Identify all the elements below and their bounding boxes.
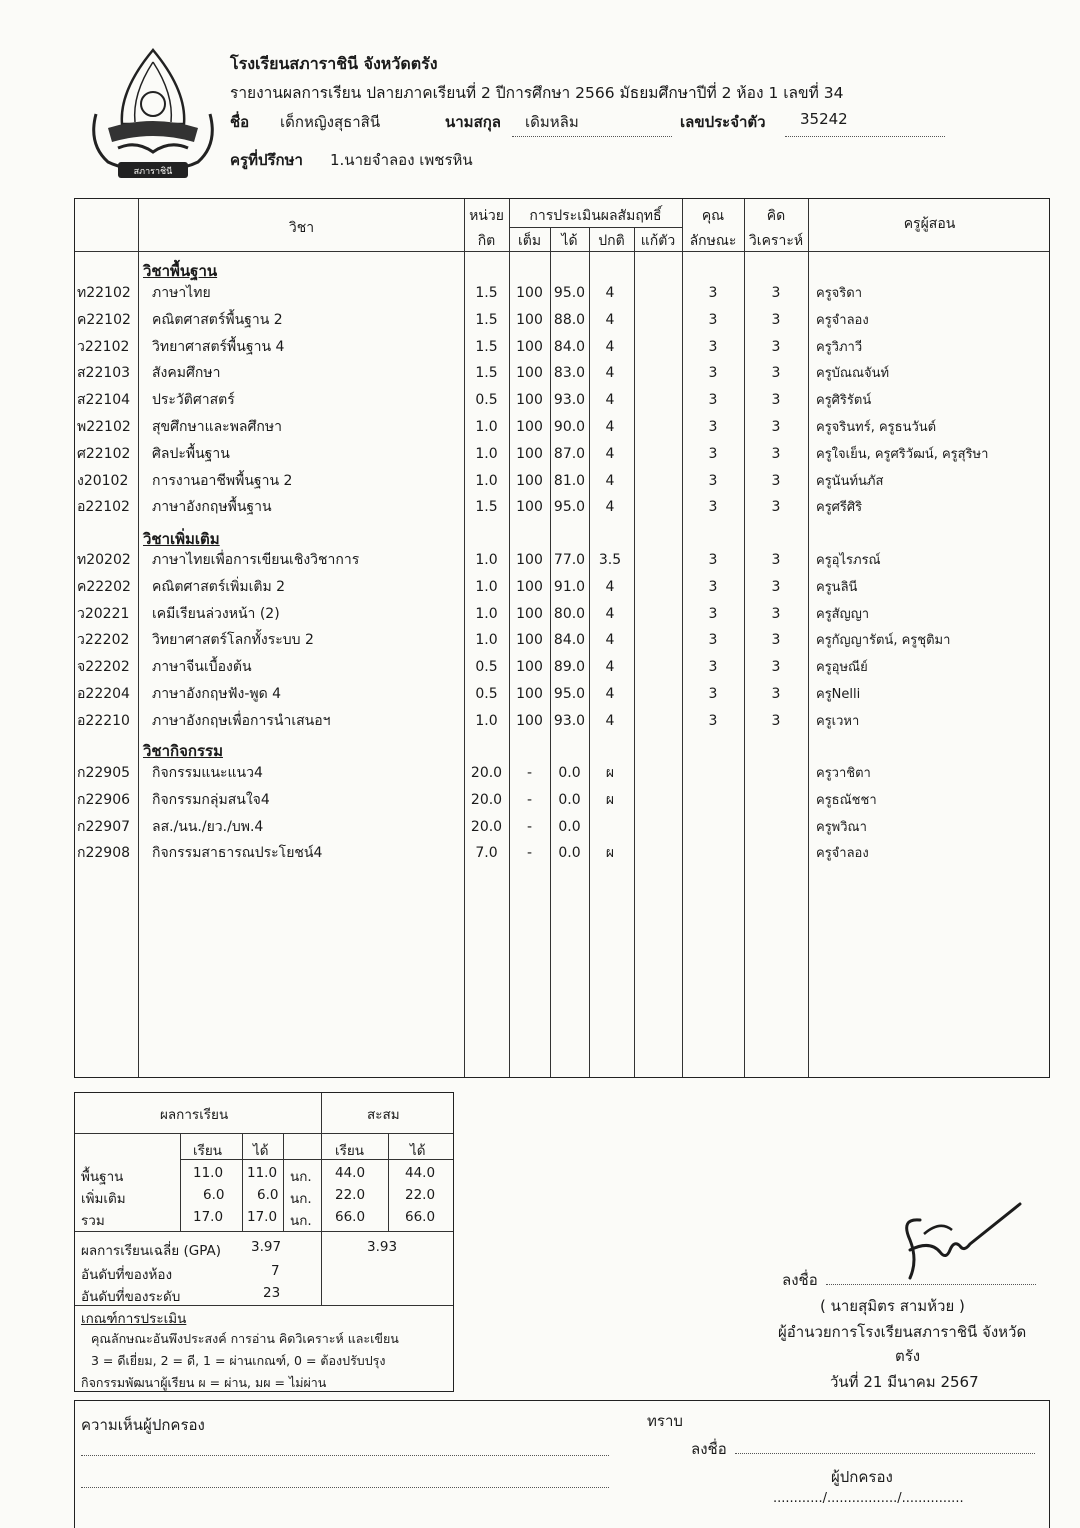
cell-full: 100 <box>516 686 543 702</box>
cell-name: กิจกรรมแนะแนว4 <box>152 765 263 781</box>
cell-virtue: 3 <box>708 445 718 462</box>
cell-credit: 1.0 <box>475 605 498 622</box>
col-got-header: ได้ <box>561 233 578 249</box>
cell-got: 81.0 <box>553 472 586 489</box>
cell-credit: 1.5 <box>475 311 498 328</box>
student-surname: เดิมหลิม <box>525 113 579 131</box>
cell-think: 3 <box>771 392 781 409</box>
cell-got: 88.0 <box>553 311 586 328</box>
summary-box <box>74 1092 454 1392</box>
cell-code: ค22102 <box>77 311 131 328</box>
rank-level-label: อันดับที่ของระดับ <box>81 1289 181 1305</box>
cell-code: ส22104 <box>77 392 131 409</box>
parent-sign-label: ลงชื่อ <box>691 1440 727 1458</box>
cell-fix <box>634 601 682 628</box>
cell-fix <box>634 280 682 307</box>
advisor-name: 1.นายจำลอง เพชรหิน <box>330 151 473 169</box>
cell-credit: 1.0 <box>475 419 498 435</box>
cell-code: อ22102 <box>77 499 130 516</box>
surname-label: นามสกุล <box>445 113 501 131</box>
cell-code: ว22202 <box>77 632 130 649</box>
cell-virtue <box>682 760 744 787</box>
cell-got: 90.0 <box>553 419 586 435</box>
cell-virtue: 3 <box>708 632 718 649</box>
cell-name: ลส./นน./ยว./บพ.4 <box>152 818 264 835</box>
surname-dotted-line <box>512 136 672 137</box>
cum-got-label: ได้ <box>410 1143 426 1159</box>
cell-grade: 4 <box>605 499 615 516</box>
cell-grade: 4 <box>605 686 615 702</box>
cell-grade: ผ <box>605 845 615 862</box>
cell-teacher: ครูบัณณจันท์ <box>816 366 890 382</box>
section-activity: วิชากิจกรรม <box>143 742 223 760</box>
cell-virtue: 3 <box>708 578 718 595</box>
opinion-line-1 <box>81 1455 609 1456</box>
cell-full: 100 <box>516 365 543 382</box>
cell-full: 100 <box>516 605 543 622</box>
cell-name: ภาษาอังกฤษพื้นฐาน <box>152 499 272 516</box>
cell-teacher: ครูวาชิตา <box>816 766 871 781</box>
cell-grade: 4 <box>605 445 615 462</box>
col-virtue-header-top: คุณ <box>701 208 725 224</box>
cell-credit: 20.0 <box>470 765 503 781</box>
cell-credit: 1.0 <box>475 578 498 595</box>
cell-got: 83.0 <box>553 365 586 382</box>
cell-fix <box>634 787 682 814</box>
rank-class: 7 <box>271 1263 280 1279</box>
cell-think: 3 <box>771 659 781 676</box>
cell-got: 95.0 <box>553 499 586 516</box>
cell-grade: 4 <box>605 632 615 649</box>
cell-fix <box>634 307 682 334</box>
cell-grade: 4 <box>605 365 615 382</box>
cell-think: 3 <box>771 338 781 355</box>
additional-label: เพิ่มเติม <box>81 1191 126 1207</box>
summary-line-3 <box>75 1231 453 1232</box>
cell-full: 100 <box>516 712 543 729</box>
cell-full: - <box>526 765 533 781</box>
cell-name: กิจกรรมกลุ่มสนใจ4 <box>152 791 270 808</box>
basic-cum-got: 44.0 <box>405 1165 436 1181</box>
cell-code: พ22102 <box>77 419 131 435</box>
cell-name: กิจกรรมสาธารณประโยชน์4 <box>152 845 323 862</box>
basic-cum-study: 44.0 <box>335 1165 366 1181</box>
director-sign-label: ลงชื่อ <box>782 1271 818 1289</box>
cell-name: คณิตศาสตร์เพิ่มเติม 2 <box>152 578 286 595</box>
cell-think: 3 <box>771 445 781 462</box>
cell-code: ค22202 <box>77 578 131 595</box>
cell-teacher: ครูวิภาวี <box>816 339 863 355</box>
cell-code: ท20202 <box>77 552 131 568</box>
cell-grade: 3.5 <box>598 552 622 568</box>
cell-full: 100 <box>516 552 543 568</box>
cell-grade <box>589 814 631 841</box>
cell-grade: 4 <box>605 285 615 301</box>
got-label: ได้ <box>253 1143 269 1159</box>
director-signature <box>880 1190 1040 1290</box>
section-basic: วิชาพื้นฐาน <box>143 262 218 280</box>
criteria-label: เกณฑ์การประเมิน <box>81 1311 187 1327</box>
cell-virtue: 3 <box>708 712 718 729</box>
cell-got: 84.0 <box>553 632 586 649</box>
cell-virtue: 3 <box>708 311 718 328</box>
cell-name: ภาษาอังกฤษฟัง-พูด 4 <box>152 686 282 702</box>
advisor-label: ครูที่ปรึกษา <box>230 151 303 169</box>
director-title-line-1: ผู้อำนวยการโรงเรียนสภาราชินี จังหวัด <box>778 1323 1027 1341</box>
cell-credit: 1.0 <box>475 445 498 462</box>
additional-study: 6.0 <box>203 1187 225 1203</box>
additional-cum-study: 22.0 <box>335 1187 366 1203</box>
cell-think: 3 <box>771 419 781 435</box>
cell-teacher: ครูจรินทร์, ครูธนวันต์ <box>816 420 937 435</box>
results-label: ผลการเรียน <box>160 1107 229 1123</box>
cell-credit: 1.0 <box>475 632 498 649</box>
cell-fix <box>634 760 682 787</box>
cell-virtue <box>682 814 744 841</box>
cell-teacher: ครูเวหา <box>816 713 860 729</box>
gpa-cumulative: 3.93 <box>367 1239 398 1255</box>
cell-got: 95.0 <box>553 686 586 702</box>
cell-grade: 4 <box>605 472 615 489</box>
cell-code: อ22204 <box>77 686 130 702</box>
col-assessment-header: การประเมินผลสัมฤทธิ์ <box>529 208 662 224</box>
cum-study-label: เรียน <box>335 1143 365 1159</box>
cell-got: 84.0 <box>553 338 586 355</box>
cell-think: 3 <box>771 285 781 301</box>
cell-name: ศิลปะพื้นฐาน <box>152 445 230 462</box>
cell-grade: 4 <box>605 392 615 409</box>
cell-name: ภาษาไทย <box>152 285 211 301</box>
parent-opinion-label: ความเห็นผู้ปกครอง <box>81 1416 205 1434</box>
cell-think: 3 <box>771 605 781 622</box>
acknowledged-label: ทราบ <box>647 1412 683 1430</box>
section-additional: วิชาเพิ่มเติม <box>143 530 220 548</box>
cell-code: ก22908 <box>77 845 131 862</box>
rank-class-label: อันดับที่ของห้อง <box>81 1267 173 1283</box>
cell-full: 100 <box>516 392 543 409</box>
col-think-header-bottom: วิเคราะห์ <box>748 233 804 249</box>
parent-sign-line <box>735 1453 1035 1454</box>
cell-fix <box>634 708 682 735</box>
cell-name: ประวัติศาสตร์ <box>152 392 235 409</box>
cell-think <box>744 814 808 841</box>
cell-got: 0.0 <box>558 765 581 781</box>
summary-divider <box>321 1093 322 1305</box>
cell-code: ว20221 <box>77 605 130 622</box>
additional-got: 6.0 <box>257 1187 279 1203</box>
cell-name: วิทยาศาสตร์พื้นฐาน 4 <box>152 338 285 355</box>
cell-full: 100 <box>516 311 543 328</box>
col-divider-teacher <box>808 199 809 1077</box>
cell-fix <box>634 547 682 574</box>
cell-got: 91.0 <box>553 578 586 595</box>
cell-virtue: 3 <box>708 392 718 409</box>
cell-full: 100 <box>516 578 543 595</box>
cell-teacher: ครูนันท์นภัส <box>816 473 884 489</box>
parent-opinion-box <box>74 1400 1050 1528</box>
cell-virtue: 3 <box>708 365 718 382</box>
name-label: ชื่อ <box>230 113 250 131</box>
logo-lettering: สภาราชินี <box>133 167 173 177</box>
cell-credit: 1.0 <box>475 552 498 568</box>
parent-role: ผู้ปกครอง <box>831 1468 893 1486</box>
cell-fix <box>634 468 682 495</box>
cell-fix <box>634 441 682 468</box>
cell-full: 100 <box>516 632 543 649</box>
cell-grade: 4 <box>605 605 615 622</box>
col-divider-code <box>138 199 139 1077</box>
cell-code: ว22102 <box>77 338 130 355</box>
cell-name: สังคมศึกษา <box>152 365 221 382</box>
student-id-label: เลขประจำตัว <box>680 113 766 131</box>
cumulative-label: สะสม <box>367 1107 400 1123</box>
cell-grade: 4 <box>605 338 615 355</box>
col-teacher-header: ครูผู้สอน <box>903 216 956 232</box>
cell-code: อ22210 <box>77 712 130 729</box>
cell-grade: 4 <box>605 712 615 729</box>
cell-credit: 20.0 <box>470 818 503 835</box>
cell-got: 77.0 <box>553 552 586 568</box>
basic-got: 11.0 <box>247 1165 278 1181</box>
cell-code: ก22906 <box>77 791 131 808</box>
cell-code: ก22907 <box>77 818 131 835</box>
cell-virtue <box>682 840 744 867</box>
student-id: 35242 <box>800 110 848 128</box>
col-subject-header: วิชา <box>288 220 315 236</box>
col-fix-header: แก้ตัว <box>640 233 676 249</box>
cell-think <box>744 787 808 814</box>
cell-name: ภาษาไทยเพื่อการเขียนเชิงวิชาการ <box>152 552 360 568</box>
cell-name: วิทยาศาสตร์โลกทั้งระบบ 2 <box>152 632 314 649</box>
id-dotted-line <box>785 136 945 137</box>
cell-full: - <box>526 818 533 835</box>
rank-level: 23 <box>263 1285 281 1301</box>
cell-virtue: 3 <box>708 552 718 568</box>
cell-got: 93.0 <box>553 392 586 409</box>
total-got: 17.0 <box>247 1209 278 1225</box>
cell-got: 93.0 <box>553 712 586 729</box>
cell-credit: 1.5 <box>475 285 498 301</box>
basic-unit: นก. <box>290 1169 312 1185</box>
cell-fix <box>634 334 682 361</box>
cell-virtue <box>682 787 744 814</box>
summary-col-3 <box>283 1133 284 1231</box>
basic-label: พื้นฐาน <box>81 1169 124 1185</box>
cell-fix <box>634 494 682 521</box>
director-sign-line <box>826 1284 1036 1285</box>
cell-name: คณิตศาสตร์พื้นฐาน 2 <box>152 311 283 328</box>
cell-virtue: 3 <box>708 659 718 676</box>
cell-code: ก22905 <box>77 765 131 781</box>
summary-col-2 <box>242 1133 243 1231</box>
cell-think: 3 <box>771 712 781 729</box>
cell-code: ส22103 <box>77 365 131 382</box>
cell-fix <box>634 627 682 654</box>
cell-think: 3 <box>771 311 781 328</box>
basic-study: 11.0 <box>193 1165 224 1181</box>
cell-think <box>744 760 808 787</box>
cell-grade: 4 <box>605 659 615 676</box>
summary-col-1 <box>180 1133 181 1231</box>
cell-grade: 4 <box>605 419 615 435</box>
cell-credit: 1.0 <box>475 712 498 729</box>
cell-fix <box>634 840 682 867</box>
cell-got: 0.0 <box>558 791 581 808</box>
cell-grade: ผ <box>605 791 615 808</box>
cell-teacher: ครูจำลอง <box>816 312 869 328</box>
cell-name: การงานอาชีพพื้นฐาน 2 <box>152 472 293 489</box>
cell-credit: 0.5 <box>475 659 498 676</box>
cell-credit: 0.5 <box>475 686 498 702</box>
criteria-line-2: 3 = ดีเยี่ยม, 2 = ดี, 1 = ผ่านเกณฑ์, 0 = ต้องปรับปรุง <box>91 1353 386 1368</box>
cell-credit: 1.0 <box>475 472 498 489</box>
study-label: เรียน <box>193 1143 223 1159</box>
cell-teacher: ครูใจเย็น, ครูศริวัฒน์, ครูสุริษา <box>816 446 989 462</box>
cell-full: - <box>526 845 533 862</box>
additional-cum-got: 22.0 <box>405 1187 436 1203</box>
cell-virtue: 3 <box>708 285 718 301</box>
col-virtue-header-bottom: ลักษณะ <box>689 233 737 249</box>
school-emblem-logo <box>78 44 228 184</box>
cell-teacher: ครูNelli <box>816 687 861 702</box>
cell-grade: ผ <box>605 765 615 781</box>
col-full-header: เต็ม <box>517 233 542 249</box>
cell-fix <box>634 814 682 841</box>
additional-unit: นก. <box>290 1191 312 1207</box>
cell-think: 3 <box>771 365 781 382</box>
cell-credit: 0.5 <box>475 392 498 409</box>
cell-full: 100 <box>516 285 543 301</box>
cell-fix <box>634 360 682 387</box>
assessment-underline <box>509 227 682 228</box>
cell-teacher: ครูจริดา <box>816 286 863 301</box>
cell-think <box>744 840 808 867</box>
cell-teacher: ครูศิริรัตน์ <box>816 393 872 409</box>
cell-teacher: ครูนลินี <box>816 579 858 595</box>
total-study: 17.0 <box>193 1209 224 1225</box>
cell-fix <box>634 414 682 441</box>
cell-name: ภาษาอังกฤษเพื่อการนำเสนอฯ <box>152 712 331 729</box>
report-title: รายงานผลการเรียน ปลายภาคเรียนที่ 2 ปีการศึกษา 2566 มัธยมศึกษาปีที่ 2 ห้อง 1 เลขที่ 34 <box>230 84 844 102</box>
cell-full: 100 <box>516 659 543 676</box>
opinion-line-2 <box>81 1487 609 1488</box>
cell-name: เคมีเรียนล่วงหน้า (2) <box>152 605 280 622</box>
summary-line-1 <box>75 1133 453 1134</box>
cell-grade: 4 <box>605 578 615 595</box>
cell-teacher: ครูจำลอง <box>816 846 869 862</box>
director-title-line-2: ตรัง <box>895 1347 921 1365</box>
gpa-value: 3.97 <box>251 1239 282 1255</box>
school-name: โรงเรียนสภาราชินี จังหวัดตรัง <box>230 54 438 73</box>
cell-got: 0.0 <box>558 845 581 862</box>
cell-virtue: 3 <box>708 605 718 622</box>
total-cum-study: 66.0 <box>335 1209 366 1225</box>
grades-table <box>74 198 1050 1078</box>
total-cum-got: 66.0 <box>405 1209 436 1225</box>
cell-code: จ22202 <box>77 659 130 676</box>
cell-grade: 4 <box>605 311 615 328</box>
cell-teacher: ครูธณัชชา <box>816 792 877 808</box>
cell-credit: 1.5 <box>475 499 498 516</box>
report-date: วันที่ 21 มีนาคม 2567 <box>830 1373 979 1391</box>
cell-think: 3 <box>771 686 781 702</box>
cell-code: ง20102 <box>77 472 129 489</box>
cell-fix <box>634 387 682 414</box>
cell-code: ท22102 <box>77 285 131 301</box>
parent-date-blank: ............/................./............... <box>773 1491 964 1506</box>
student-name: เด็กหญิงสุธาสินี <box>280 113 381 131</box>
cell-credit: 20.0 <box>470 791 503 808</box>
cell-teacher: ครูสัญญา <box>816 606 870 622</box>
cell-think: 3 <box>771 578 781 595</box>
cell-full: 100 <box>516 338 543 355</box>
cell-teacher: ครูกัญญารัตน์, ครูชุติมา <box>816 633 951 649</box>
cell-full: - <box>526 791 533 808</box>
cell-think: 3 <box>771 632 781 649</box>
criteria-line-1: คุณลักษณะอันพึงประสงค์ การอ่าน คิดวิเคราะห์ และเขียน <box>91 1331 399 1346</box>
cell-teacher: ครูศรีศิริ <box>816 500 863 516</box>
col-credit-header-bottom: กิต <box>477 233 496 249</box>
cell-full: 100 <box>516 499 543 516</box>
cell-got: 87.0 <box>553 445 586 462</box>
director-name: ( นายสุมิตร สามห้วย ) <box>820 1297 965 1315</box>
cell-think: 3 <box>771 552 781 568</box>
cell-fix <box>634 681 682 708</box>
cell-think: 3 <box>771 472 781 489</box>
cell-teacher: ครูพวิณา <box>816 819 867 835</box>
cell-virtue: 3 <box>708 686 718 702</box>
total-label: รวม <box>81 1213 105 1229</box>
cell-virtue: 3 <box>708 419 718 435</box>
cell-got: 80.0 <box>553 605 586 622</box>
cell-got: 95.0 <box>553 285 586 301</box>
cell-full: 100 <box>516 445 543 462</box>
cell-name: ภาษาจีนเบื้องต้น <box>152 659 252 676</box>
col-think-header-top: คิด <box>766 208 786 224</box>
criteria-line-3: กิจกรรมพัฒนาผู้เรียน ผ = ผ่าน, มผ = ไม่ผ่าน <box>81 1375 327 1390</box>
cell-think: 3 <box>771 499 781 516</box>
gpa-label: ผลการเรียนเฉลี่ย (GPA) <box>81 1243 221 1259</box>
summary-col-4 <box>388 1133 389 1231</box>
cell-credit: 7.0 <box>475 845 498 862</box>
cell-credit: 1.5 <box>475 338 498 355</box>
cell-got: 0.0 <box>558 818 581 835</box>
cell-virtue: 3 <box>708 338 718 355</box>
cell-teacher: ครูอุไรภรณ์ <box>816 553 881 568</box>
cell-credit: 1.5 <box>475 365 498 382</box>
cell-full: 100 <box>516 419 543 435</box>
cell-virtue: 3 <box>708 472 718 489</box>
cell-fix <box>634 654 682 681</box>
cell-name: สุขศึกษาและพลศึกษา <box>152 419 282 435</box>
col-normal-header: ปกติ <box>598 233 625 249</box>
cell-code: ศ22102 <box>77 445 131 462</box>
col-credit-header-top: หน่วย <box>469 208 504 224</box>
cell-teacher: ครูอุษณีย์ <box>816 660 868 676</box>
cell-virtue: 3 <box>708 499 718 516</box>
cell-fix <box>634 574 682 601</box>
total-unit: นก. <box>290 1213 312 1229</box>
cell-got: 89.0 <box>553 659 586 676</box>
cell-full: 100 <box>516 472 543 489</box>
